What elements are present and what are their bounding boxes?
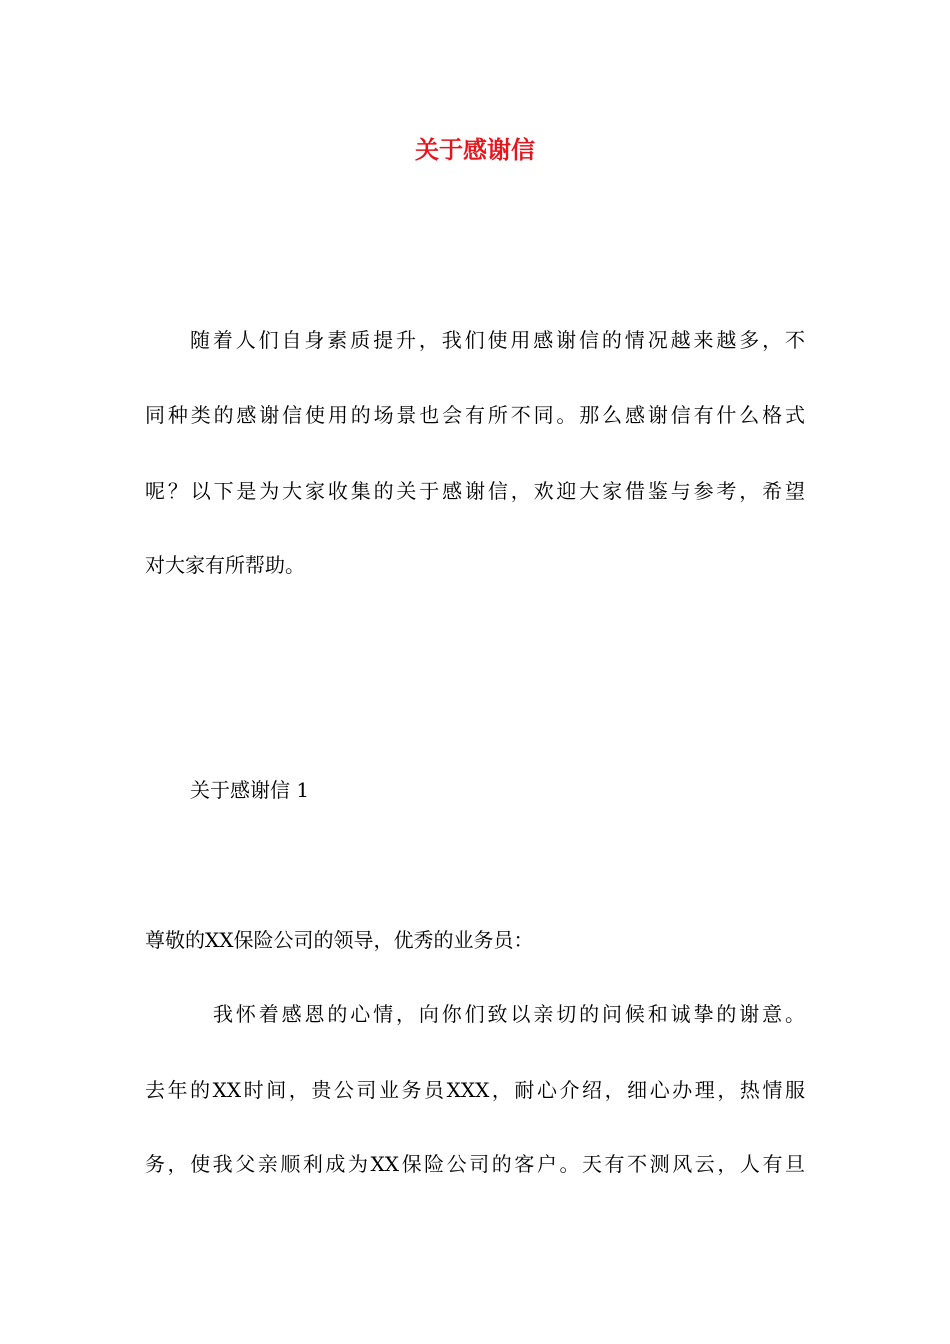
intro-line-2: 同种类的感谢信使用的场景也会有所不同。那么感谢信有什么格式 bbox=[145, 403, 805, 427]
body-line-2: 去年的XX时间，贵公司业务员XXX，耐心介绍，细心办理，热情服 bbox=[145, 1078, 805, 1102]
salutation: 尊敬的XX保险公司的领导，优秀的业务员： bbox=[145, 928, 534, 952]
section-heading: 关于感谢信 1 bbox=[190, 778, 310, 802]
body-line-1: 我怀着感恩的心情，向你们致以亲切的问候和诚挚的谢意。 bbox=[213, 1002, 805, 1026]
intro-line-3: 呢？以下是为大家收集的关于感谢信，欢迎大家借鉴与参考，希望 bbox=[145, 479, 805, 503]
intro-line-4: 对大家有所帮助。 bbox=[145, 553, 305, 577]
document-title: 关于感谢信 bbox=[415, 136, 535, 164]
intro-line-1: 随着人们自身素质提升，我们使用感谢信的情况越来越多，不 bbox=[190, 328, 805, 352]
body-line-3: 务，使我父亲顺利成为XX保险公司的客户。天有不测风云，人有旦 bbox=[145, 1152, 805, 1176]
